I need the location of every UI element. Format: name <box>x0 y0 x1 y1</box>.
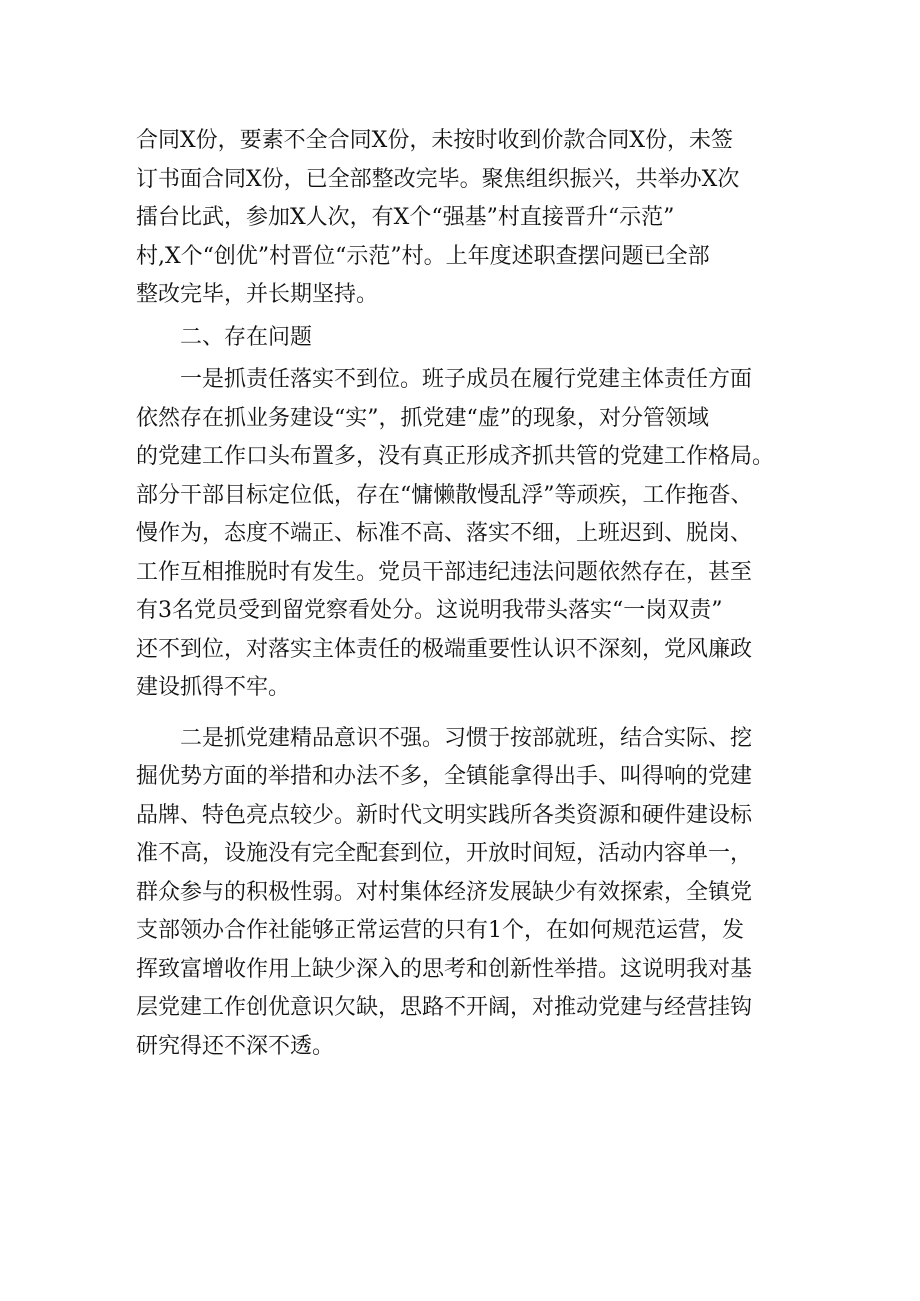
text-line: 支部领办合作社能够正常运营的只有1个，在如何规范运营，发 <box>136 918 744 943</box>
text-line: 研究得还不深不透。 <box>136 1033 335 1059</box>
text-line: 依然存在抓业务建设“实”，抓党建“虚”的现象，对分管领域 <box>136 405 709 431</box>
text-line: 一是抓责任落实不到位。班子成员在履行党建主体责任方面 <box>180 367 753 392</box>
section-heading: 二、存在问题 <box>180 324 313 350</box>
text-line: 的党建工作口头布置多，没有真正形成齐抓共管的党建工作格局。 <box>136 444 775 469</box>
text-line: 合同X份，要素不全合同X份，未按时收到价款合同X份，未签 <box>136 128 733 153</box>
text-line: 擂台比武，参加X人次，有X个“强基”村直接晋升“示范” <box>136 205 675 230</box>
text-line: 层党建工作创优意识欠缺，思路不开阔，对推动党建与经营挂钩 <box>136 995 753 1020</box>
text-line: 挥致富增收作用上缺少深入的思考和创新性举措。这说明我对基 <box>136 956 753 982</box>
text-line: 订书面合同X份，已全部整改完毕。聚焦组织振兴，共举办X次 <box>136 166 740 192</box>
text-line: 部分干部目标定位低，存在“慵懒散慢乱浮”等顽疾，工作拖沓、 <box>136 482 753 508</box>
text-line: 群众参与的积极性弱。对村集体经济发展缺少有效探索，全镇党 <box>136 879 753 905</box>
text-line: 还不到位，对落实主体责任的极端重要性认识不深刻，党风廉政 <box>136 636 753 662</box>
paragraph-gap <box>136 708 796 720</box>
text-line: 品牌、特色亮点较少。新时代文明实践所各类资源和硬件建设标 <box>136 802 753 828</box>
paragraph-continuation <box>136 122 796 315</box>
text-line: 村,X个“创优”村晋位“示范”村。上年度述职查摆问题已全部 <box>136 243 710 269</box>
document-body <box>136 122 796 1066</box>
text-line: 有3名党员受到留党察看处分。这说明我带头落实“一岗双责” <box>136 598 723 623</box>
text-line: 工作互相推脱时有发生。党员干部违纪违法问题依然存在，甚至 <box>136 559 753 585</box>
text-line: 准不高，设施没有完全配套到位，开放时间短，活动内容单一， <box>136 841 753 866</box>
text-line: 建设抓得不牢。 <box>136 675 291 700</box>
paragraph-quality <box>136 720 796 1067</box>
text-line: 掘优势方面的举措和办法不多，全镇能拿得出手、叫得响的党建 <box>136 764 753 789</box>
text-line: 二是抓党建精品意识不强。习惯于按部就班，结合实际、挖 <box>180 725 753 751</box>
text-line: 慢作为，态度不端正、标准不高、落实不细，上班迟到、脱岗、 <box>136 521 753 546</box>
paragraph-responsibility <box>136 361 796 708</box>
text-line: 整改完毕，并长期坚持。 <box>136 282 379 307</box>
